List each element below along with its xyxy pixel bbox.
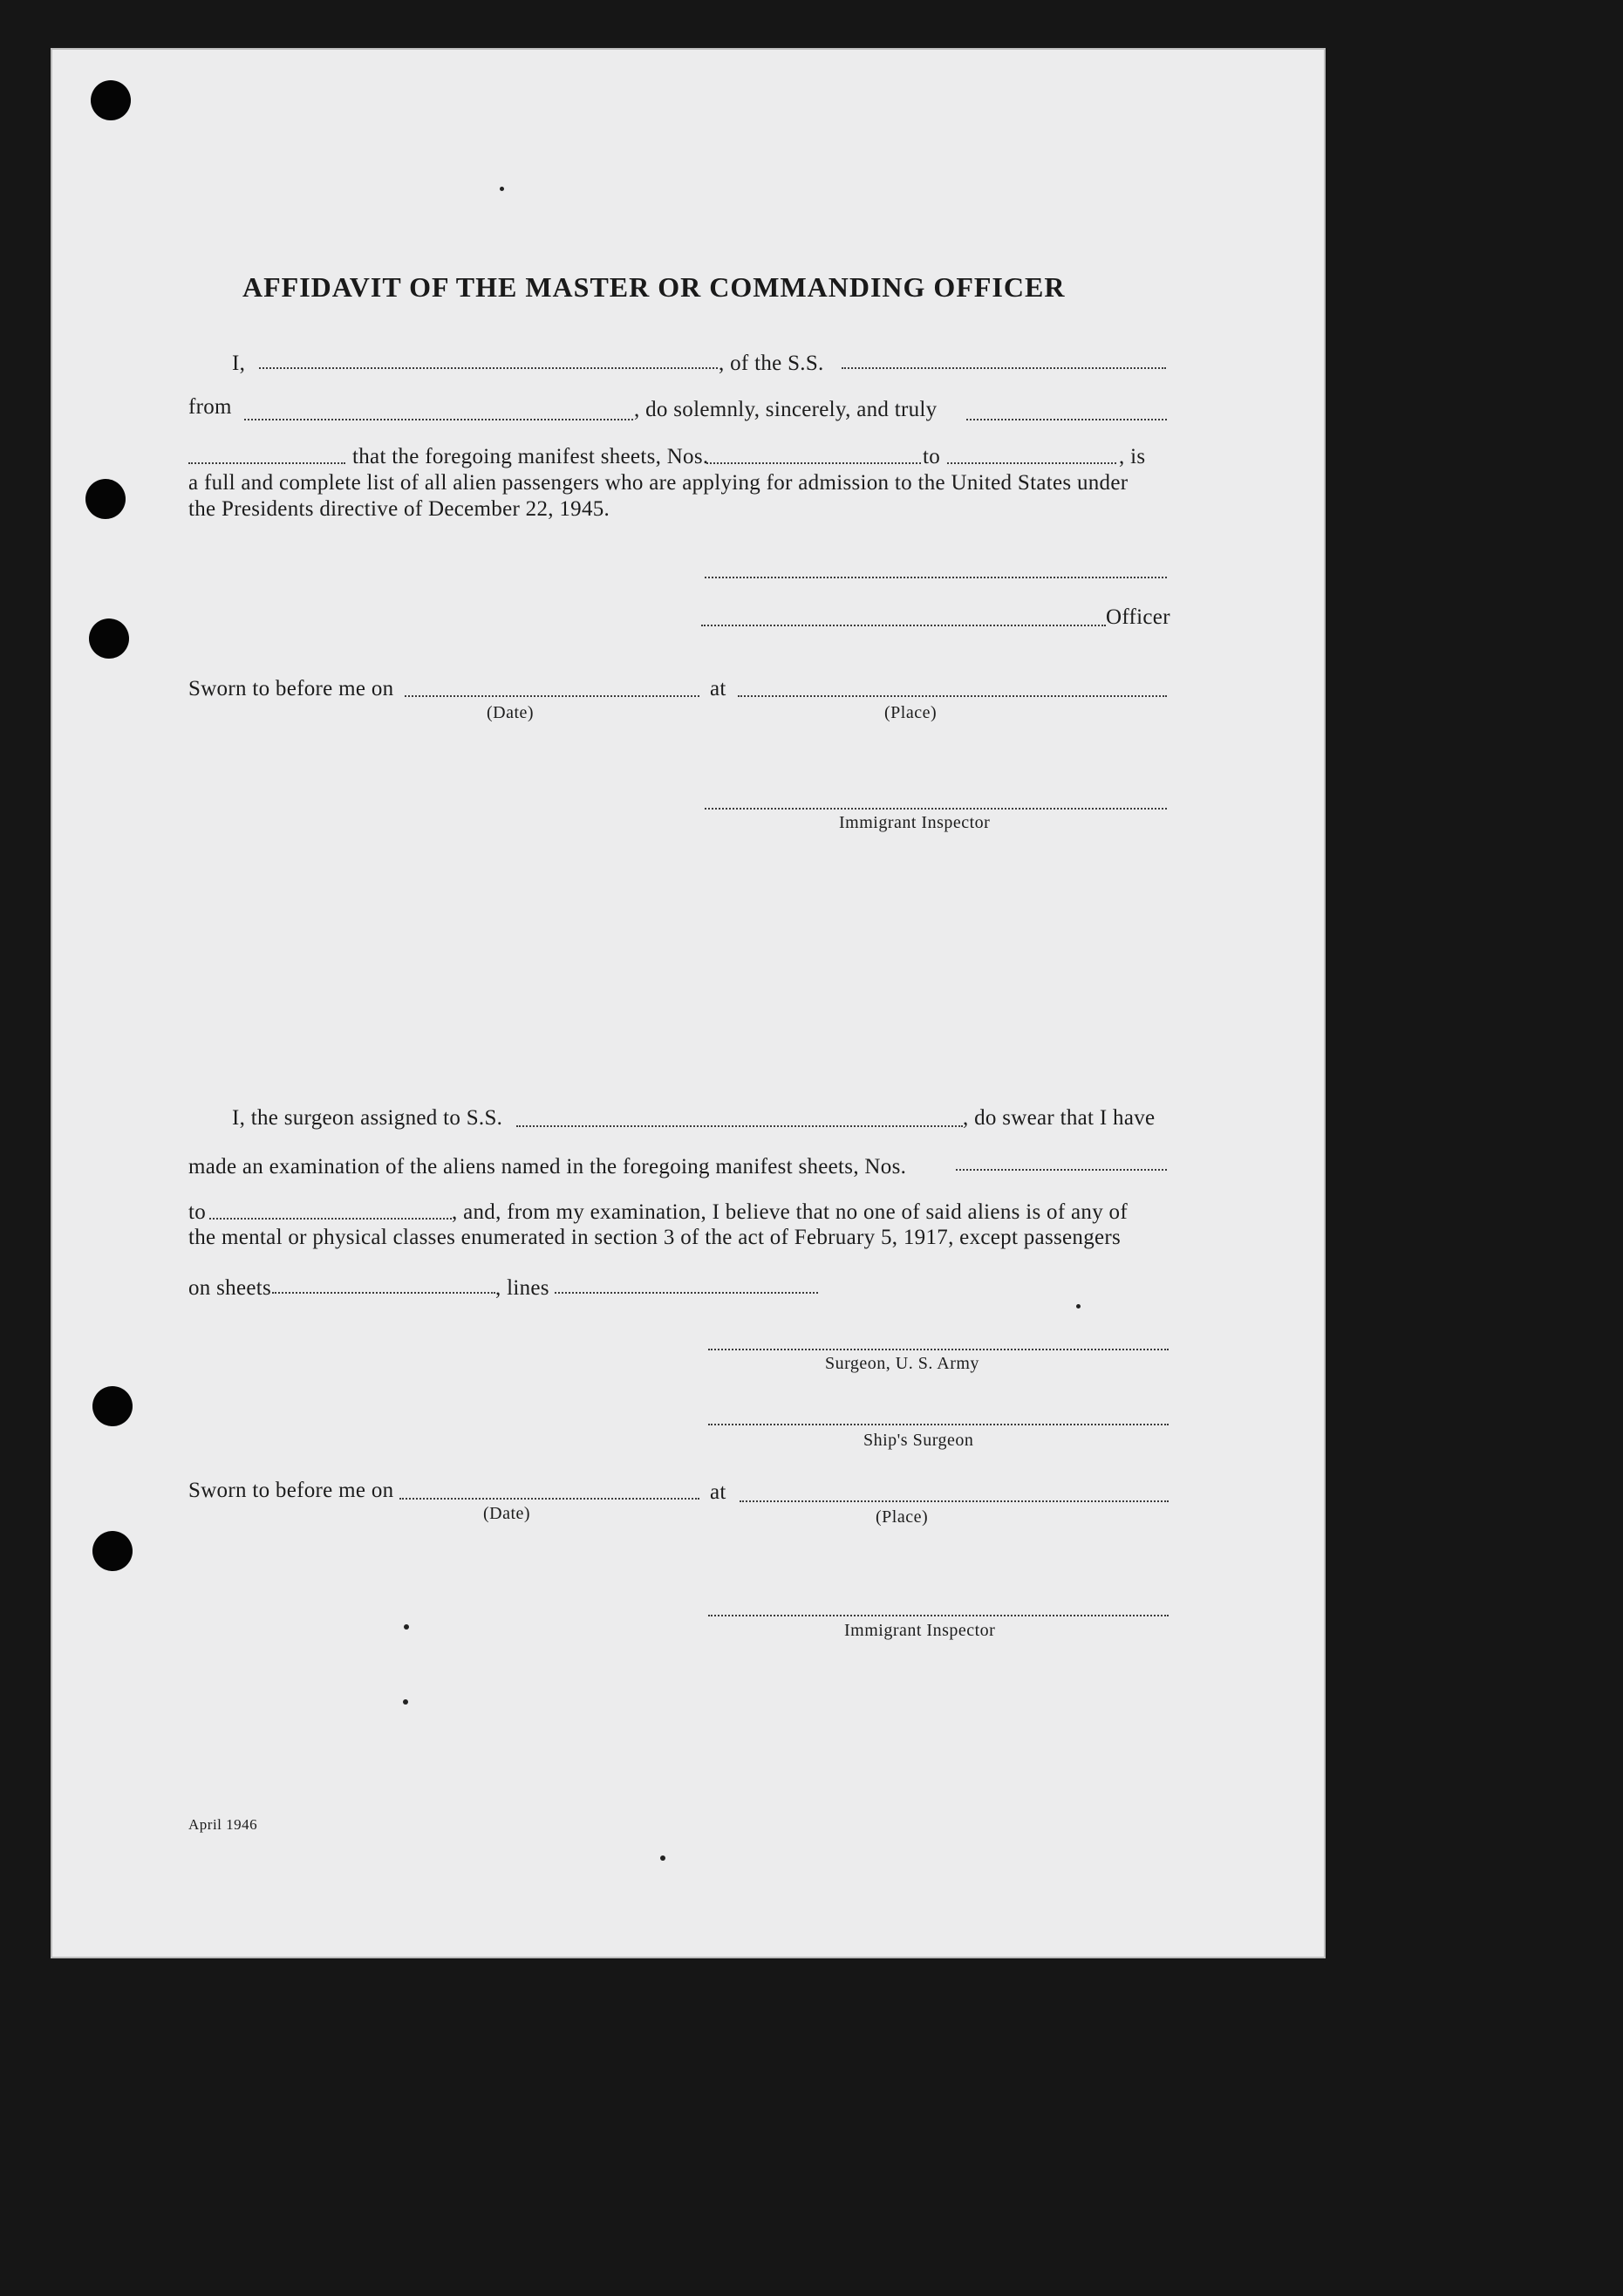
master-text-line-4: a full and complete list of all alien passengers who are applying for admission to the United States under bbox=[188, 471, 1129, 495]
at-label-2: at bbox=[710, 1480, 726, 1504]
inspector-signature-field[interactable] bbox=[705, 808, 1167, 810]
punch-hole bbox=[92, 1531, 133, 1571]
surgeon-ship-field[interactable] bbox=[516, 1125, 963, 1127]
sworn-place-field[interactable] bbox=[738, 695, 1167, 697]
ink-speck bbox=[403, 1699, 408, 1705]
army-surgeon-caption: Surgeon, U. S. Army bbox=[825, 1354, 979, 1373]
ink-speck bbox=[404, 1624, 409, 1630]
surgeon-sheets-from-field[interactable] bbox=[956, 1169, 1167, 1171]
is-label: , is bbox=[1119, 445, 1146, 468]
master-name-field[interactable] bbox=[259, 367, 718, 369]
form-page bbox=[51, 48, 1326, 1958]
sworn-date-field-2[interactable] bbox=[399, 1498, 699, 1500]
date-caption: (Date) bbox=[487, 703, 535, 722]
at-label: at bbox=[710, 677, 726, 700]
ink-speck bbox=[660, 1855, 665, 1861]
exception-sheets-field[interactable] bbox=[272, 1292, 495, 1294]
surgeon-line-4: the mental or physical classes enumerated in section 3 of the act of February 5, 1917, except passengers bbox=[188, 1226, 1122, 1249]
ship-surgeon-caption: Ship's Surgeon bbox=[863, 1431, 974, 1450]
form-date: April 1946 bbox=[188, 1816, 258, 1833]
army-surgeon-signature-field[interactable] bbox=[708, 1349, 1169, 1350]
surgeon-line-1b: , do swear that I have bbox=[963, 1106, 1156, 1130]
oath-word-field-2[interactable] bbox=[188, 462, 345, 464]
date-caption-2: (Date) bbox=[483, 1504, 531, 1523]
surgeon-line-5a: on sheets bbox=[188, 1276, 272, 1300]
from-label: from bbox=[188, 395, 232, 419]
ship-name-field[interactable] bbox=[842, 367, 1166, 369]
from-port-field[interactable] bbox=[244, 419, 633, 420]
solemnly-text: , do solemnly, sincerely, and truly bbox=[634, 398, 938, 421]
sheets-to-field[interactable] bbox=[947, 462, 1116, 464]
place-caption: (Place) bbox=[884, 703, 938, 722]
officer-title-field[interactable] bbox=[701, 625, 1106, 626]
foregoing-text: that the foregoing manifest sheets, Nos. bbox=[352, 445, 709, 468]
oath-word-field[interactable] bbox=[966, 419, 1167, 420]
inspector-signature-field-2[interactable] bbox=[708, 1615, 1169, 1616]
surgeon-line-5b: , lines bbox=[495, 1276, 549, 1300]
punch-hole bbox=[89, 618, 129, 659]
sworn-place-field-2[interactable] bbox=[740, 1500, 1169, 1502]
place-caption-2: (Place) bbox=[876, 1507, 929, 1527]
surgeon-line-3a: to bbox=[188, 1200, 207, 1224]
master-i-label: I, bbox=[232, 352, 246, 375]
form-title: AFFIDAVIT OF THE MASTER OR COMMANDING OFFICER bbox=[242, 271, 1066, 303]
ship-surgeon-signature-field[interactable] bbox=[708, 1424, 1169, 1425]
sworn-date-field[interactable] bbox=[405, 695, 699, 697]
punch-hole bbox=[92, 1386, 133, 1426]
ink-speck bbox=[500, 187, 504, 191]
ink-speck bbox=[1076, 1304, 1081, 1309]
officer-signature-field[interactable] bbox=[705, 577, 1167, 578]
sworn-text: Sworn to before me on bbox=[188, 677, 394, 700]
inspector-caption: Immigrant Inspector bbox=[839, 813, 991, 832]
surgeon-line-3b: , and, from my examination, I believe that no one of said aliens is of any of bbox=[452, 1200, 1128, 1224]
punch-hole bbox=[91, 80, 131, 120]
master-text-line-5: the Presidents directive of December 22, 1945. bbox=[188, 497, 610, 521]
sheets-from-field[interactable] bbox=[706, 462, 921, 464]
of-ss-label: , of the S.S. bbox=[719, 352, 824, 375]
exception-lines-field[interactable] bbox=[555, 1292, 818, 1294]
surgeon-sheets-to-field[interactable] bbox=[209, 1218, 452, 1220]
surgeon-line-2: made an examination of the aliens named in the foregoing manifest sheets, Nos. bbox=[188, 1155, 907, 1179]
inspector-caption-2: Immigrant Inspector bbox=[844, 1621, 996, 1640]
to-label: to bbox=[923, 445, 941, 468]
officer-label: Officer bbox=[1106, 605, 1170, 629]
punch-hole bbox=[85, 479, 126, 519]
surgeon-line-1a: I, the surgeon assigned to S.S. bbox=[232, 1106, 503, 1130]
sworn-text-2: Sworn to before me on bbox=[188, 1479, 394, 1502]
